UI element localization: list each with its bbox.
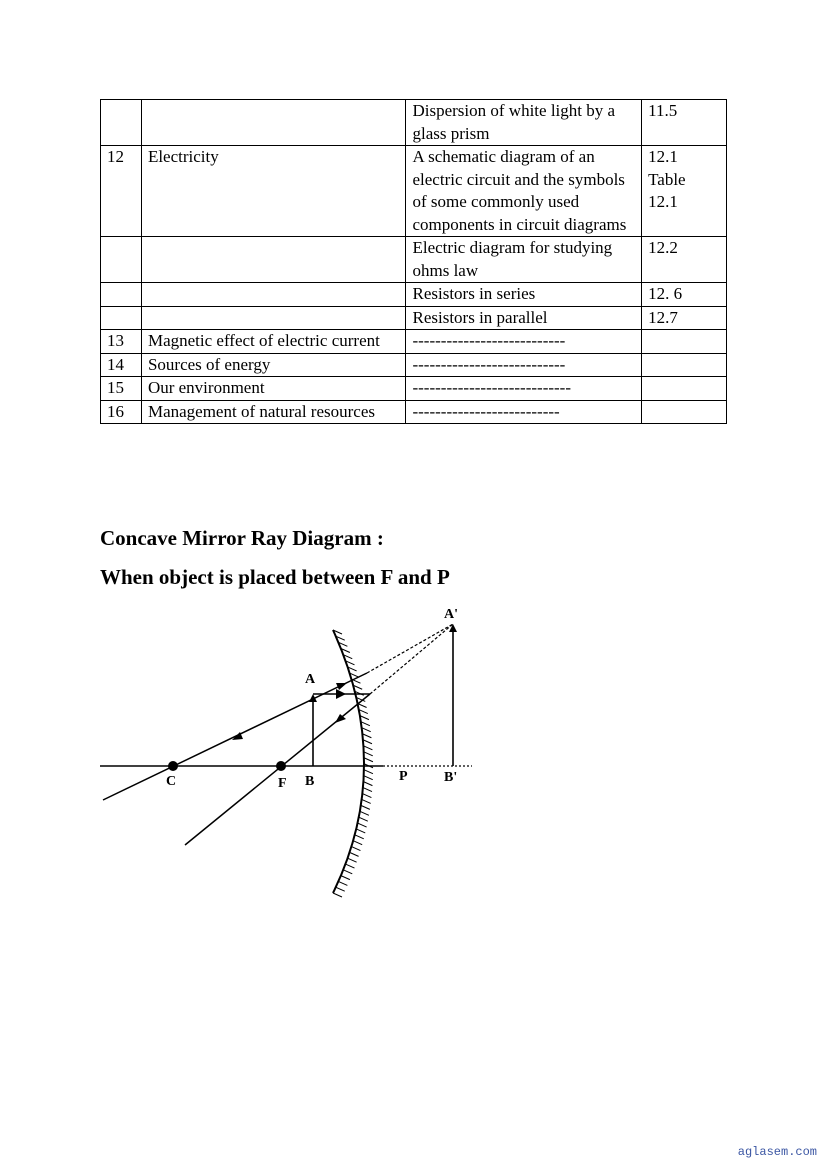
table-row — [101, 306, 727, 330]
chapter-number-cell: 14 — [101, 353, 142, 377]
mirror-hatch-mark — [364, 758, 373, 762]
mirror-hatch-mark — [361, 805, 370, 809]
mirror-hatch-mark — [363, 740, 372, 744]
figure-number-cell — [642, 377, 727, 401]
mirror-hatch-mark — [358, 823, 367, 827]
concave-mirror — [333, 630, 364, 893]
mirror-hatch-mark — [364, 776, 373, 780]
chapter-name-cell: Sources of energy — [141, 353, 406, 377]
mirror-hatch-mark — [345, 864, 354, 868]
figure-number-cell — [642, 330, 727, 354]
chapter-name-cell: Magnetic effect of electric current — [141, 330, 406, 354]
chapter-name-cell — [141, 237, 406, 283]
footer-watermark: aglasem.com — [737, 1145, 817, 1159]
chapter-number-cell — [101, 306, 142, 330]
chapter-number-cell — [101, 283, 142, 307]
table-row — [101, 100, 727, 146]
figure-number: Table — [648, 169, 686, 189]
diagram-name-cell: Resistors in series — [406, 283, 642, 307]
mirror-hatch-mark — [341, 876, 350, 880]
chapter-number-cell — [101, 237, 142, 283]
mirror-hatch-mark — [362, 794, 371, 798]
mirror-hatch-mark — [360, 811, 369, 815]
table-row — [101, 377, 727, 401]
section-heading: Concave Mirror Ray Diagram : — [100, 526, 384, 550]
diagram-name-cell: A schematic diagram of an electric circuit and the symbols of some commonly used components in circuit diagrams — [406, 146, 642, 237]
diagram-name-cell: Resistors in parallel — [406, 306, 642, 330]
diagram-name-cell: Dispersion of white light by a glass prism — [406, 100, 642, 146]
label-f: F — [278, 776, 287, 791]
concave-mirror-ray-diagram — [95, 600, 458, 902]
focus-point — [276, 761, 286, 771]
mirror-hatch-mark — [333, 893, 342, 897]
chapter-number-cell: 12 — [101, 146, 142, 237]
mirror-hatching — [333, 630, 373, 897]
virtual-extension-ray — [370, 624, 453, 694]
figure-number-cell — [642, 237, 727, 283]
diagram-list-table-body — [101, 100, 727, 424]
label-a-prime: A' — [444, 607, 458, 622]
chapter-number-cell — [101, 100, 142, 146]
mirror-hatch-mark — [348, 858, 357, 862]
chapter-number-cell: 16 — [101, 400, 142, 424]
chapter-name-cell: Our environment — [141, 377, 406, 401]
mirror-hatch-mark — [363, 782, 372, 786]
chapter-name-cell: Electricity — [141, 146, 406, 237]
mirror-hatch-mark — [353, 841, 362, 845]
figure-number-cell — [642, 306, 727, 330]
diagram-name-cell: --------------------------- — [406, 353, 642, 377]
diagram-name-cell: ---------------------------- — [406, 377, 642, 401]
mirror-hatch-mark — [351, 847, 360, 851]
figure-number: 12. 6 — [648, 284, 683, 303]
figure-number-cell — [642, 400, 727, 424]
diagram-list-table — [100, 99, 727, 424]
ray-arrowhead — [336, 689, 346, 699]
mirror-hatch-mark — [350, 852, 359, 856]
figure-number: 12.1 — [648, 147, 678, 166]
table-row — [101, 330, 727, 354]
diagram-name-cell: -------------------------- — [406, 400, 642, 424]
mirror-hatch-mark — [343, 870, 352, 874]
mirror-hatch-mark — [356, 829, 365, 833]
figure-number: 11.5 — [648, 101, 678, 120]
figure-number: 12.7 — [648, 307, 678, 327]
table-row — [101, 353, 727, 377]
figure-number-cell — [642, 353, 727, 377]
figure-number-cell — [642, 146, 727, 237]
mirror-hatch-mark — [336, 887, 345, 891]
mirror-hatch-mark — [355, 835, 364, 839]
ray-through-center — [103, 673, 367, 800]
mirror-hatch-mark — [338, 881, 347, 885]
table-row — [101, 400, 727, 424]
table-row — [101, 146, 727, 237]
mirror-hatch-mark — [364, 752, 373, 756]
ray-arrowhead — [336, 683, 347, 690]
chapter-name-cell — [141, 283, 406, 307]
section-subheading: When object is placed between F and P — [100, 565, 450, 589]
chapter-name-cell — [141, 100, 406, 146]
figure-number-cell — [642, 100, 727, 146]
figure-number: 12.1 — [648, 192, 678, 211]
chapter-number-cell: 13 — [101, 330, 142, 354]
diagram-name-cell: --------------------------- — [406, 330, 642, 354]
label-b-prime: B' — [444, 770, 458, 785]
chapter-name-cell: Management of natural resources — [141, 400, 406, 424]
diagram-name-cell: Electric diagram for studying ohms law — [406, 237, 642, 283]
label-b: B — [305, 774, 315, 789]
figure-number-cell — [642, 283, 727, 307]
label-p: P — [399, 769, 408, 784]
mirror-hatch-mark — [362, 799, 371, 803]
mirror-hatch-mark — [359, 817, 368, 821]
virtual-extension-ray — [367, 624, 453, 673]
table-row — [101, 283, 727, 307]
chapter-number-cell: 15 — [101, 377, 142, 401]
figure-number: 12.2 — [648, 238, 678, 257]
center-of-curvature-point — [168, 761, 178, 771]
chapter-name-cell — [141, 306, 406, 330]
mirror-hatch-mark — [364, 770, 373, 774]
label-c: C — [166, 774, 177, 789]
mirror-hatch-mark — [363, 746, 372, 750]
mirror-hatch-mark — [363, 788, 372, 792]
table-row — [101, 237, 727, 283]
label-a: A — [305, 672, 316, 687]
